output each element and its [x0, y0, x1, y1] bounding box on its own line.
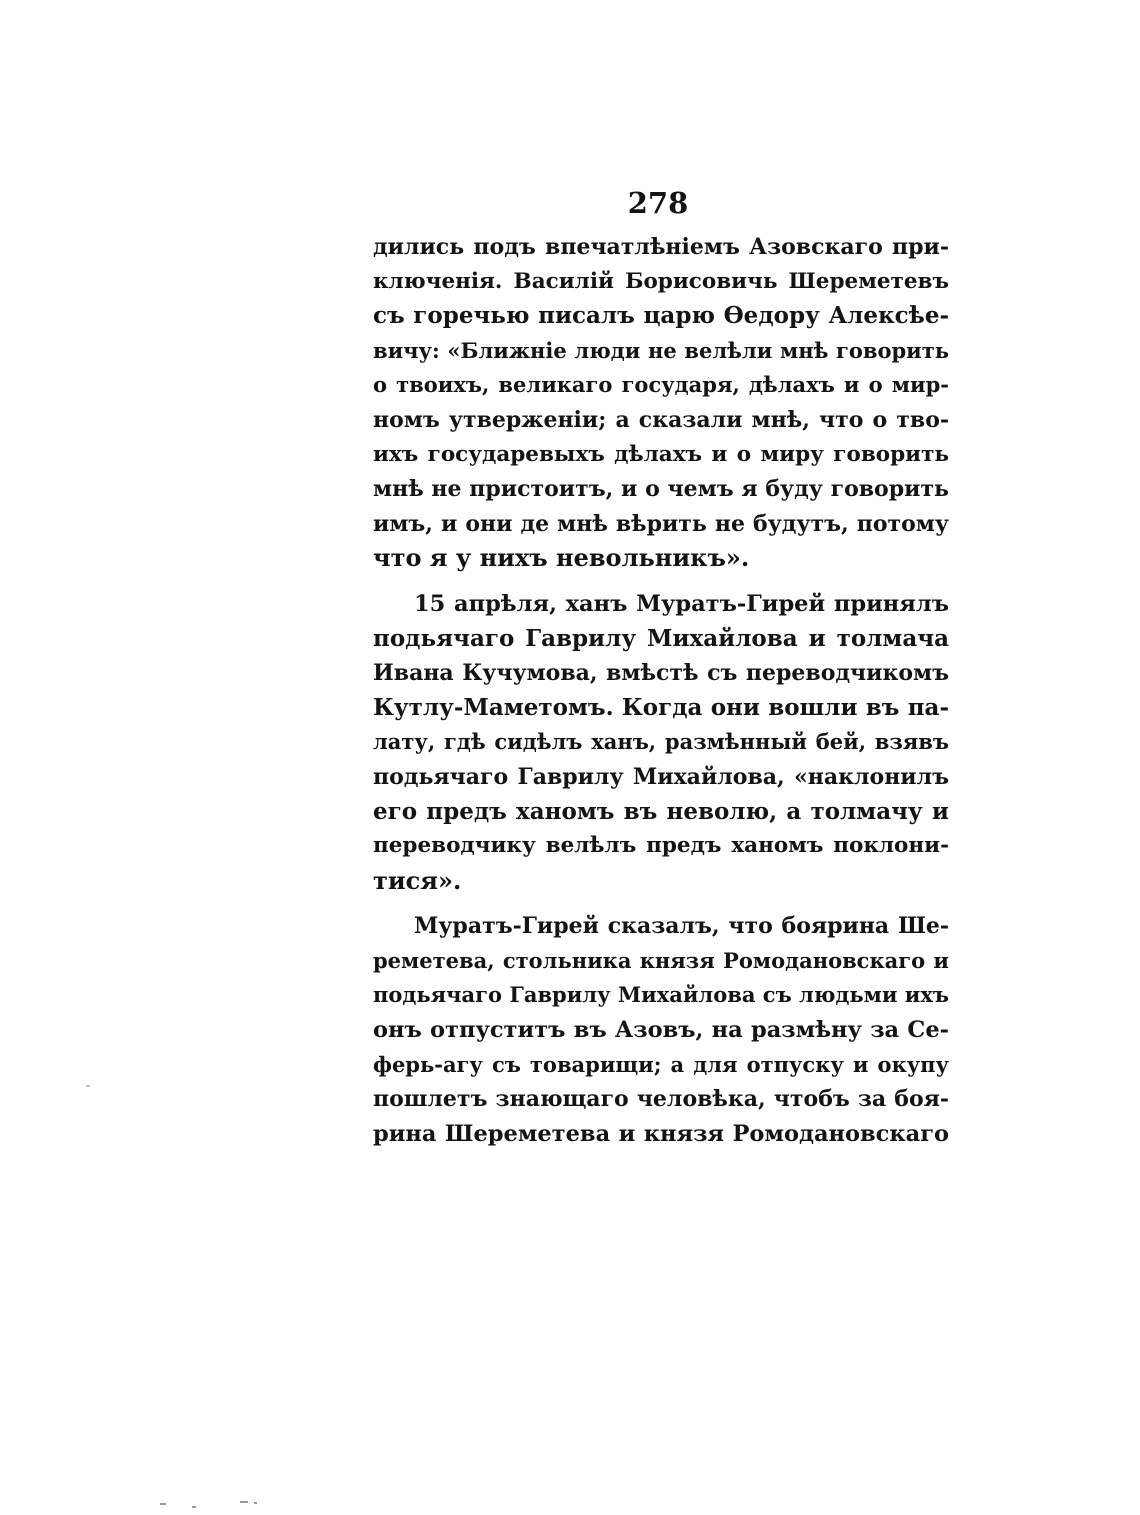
text-line: рина Шереметева и князя Ромодановскаго — [373, 1120, 949, 1147]
text-line: его предъ ханомъ въ неволю, а толмачу и — [373, 797, 949, 825]
text-line: мнѣ не пристоитъ, и о чемъ я буду говорить — [373, 476, 949, 503]
page-number: 278 — [627, 186, 689, 220]
text-line: Муратъ-Гирей сказалъ, что боярина Ше- — [414, 913, 949, 940]
scan-speck — [254, 1502, 257, 1504]
scan-speck — [240, 1501, 248, 1503]
text-line: о твоихъ, великаго государя, дѣлахъ и о мир- — [373, 372, 949, 398]
text-line: онъ отпуститъ въ Азовъ, на размѣну за Се- — [373, 1017, 949, 1044]
text-line: 15 апрѣля, ханъ Муратъ-Гирей принялъ — [414, 590, 949, 617]
body-text — [373, 230, 949, 1151]
text-line: лату, гдѣ сидѣлъ ханъ, размѣнный бей, взявъ — [373, 729, 949, 755]
text-line: тися». — [373, 865, 462, 895]
text-line: дились подъ впечатлѣніемъ Азовскаго при- — [373, 234, 949, 260]
text-line: пошлетъ знающаго человѣка, чтобъ за боя- — [373, 1086, 949, 1113]
text-line: подьячаго Гаврилу Михайлова съ людьми ихъ — [373, 982, 949, 1008]
scan-speck — [192, 1506, 196, 1508]
text-line: что я у нихъ невольникъ». — [373, 543, 750, 573]
text-line: переводчику велѣлъ предъ ханомъ поклони- — [373, 833, 949, 859]
text-line: съ горечью писалъ царю Ѳедору Алексѣе- — [373, 302, 949, 330]
text-line: имъ, и они де мнѣ вѣрить не будутъ, потому — [373, 510, 949, 537]
text-line: подьячаго Гаврилу Михайлова и толмача — [373, 624, 949, 652]
text-line: Кутлу-Маметомъ. Когда они вошли въ па- — [373, 693, 949, 721]
text-line: реметева, стольника князя Ромодановскаго и — [373, 947, 949, 973]
text-line: номъ утверженіи; а сказали мнѣ, что о тво- — [373, 406, 949, 433]
scan-speck — [160, 1503, 166, 1505]
text-line: вичу: «Ближніе люди не велѣли мнѣ говорить — [373, 337, 949, 363]
text-line: ключенія. Василій Борисовичь Шереметевъ — [373, 268, 949, 294]
text-line: Ивана Кучумова, вмѣстѣ съ переводчикомъ — [373, 660, 949, 687]
scan-speck — [86, 1085, 90, 1087]
text-line: ихъ государевыхъ дѣлахъ и о миру говорить — [373, 441, 949, 467]
text-line: подьячаго Гаврилу Михайлова, «наклонилъ — [373, 763, 949, 790]
text-line: ферь-агу съ товарищи; а для отпуску и окупу — [373, 1051, 949, 1077]
